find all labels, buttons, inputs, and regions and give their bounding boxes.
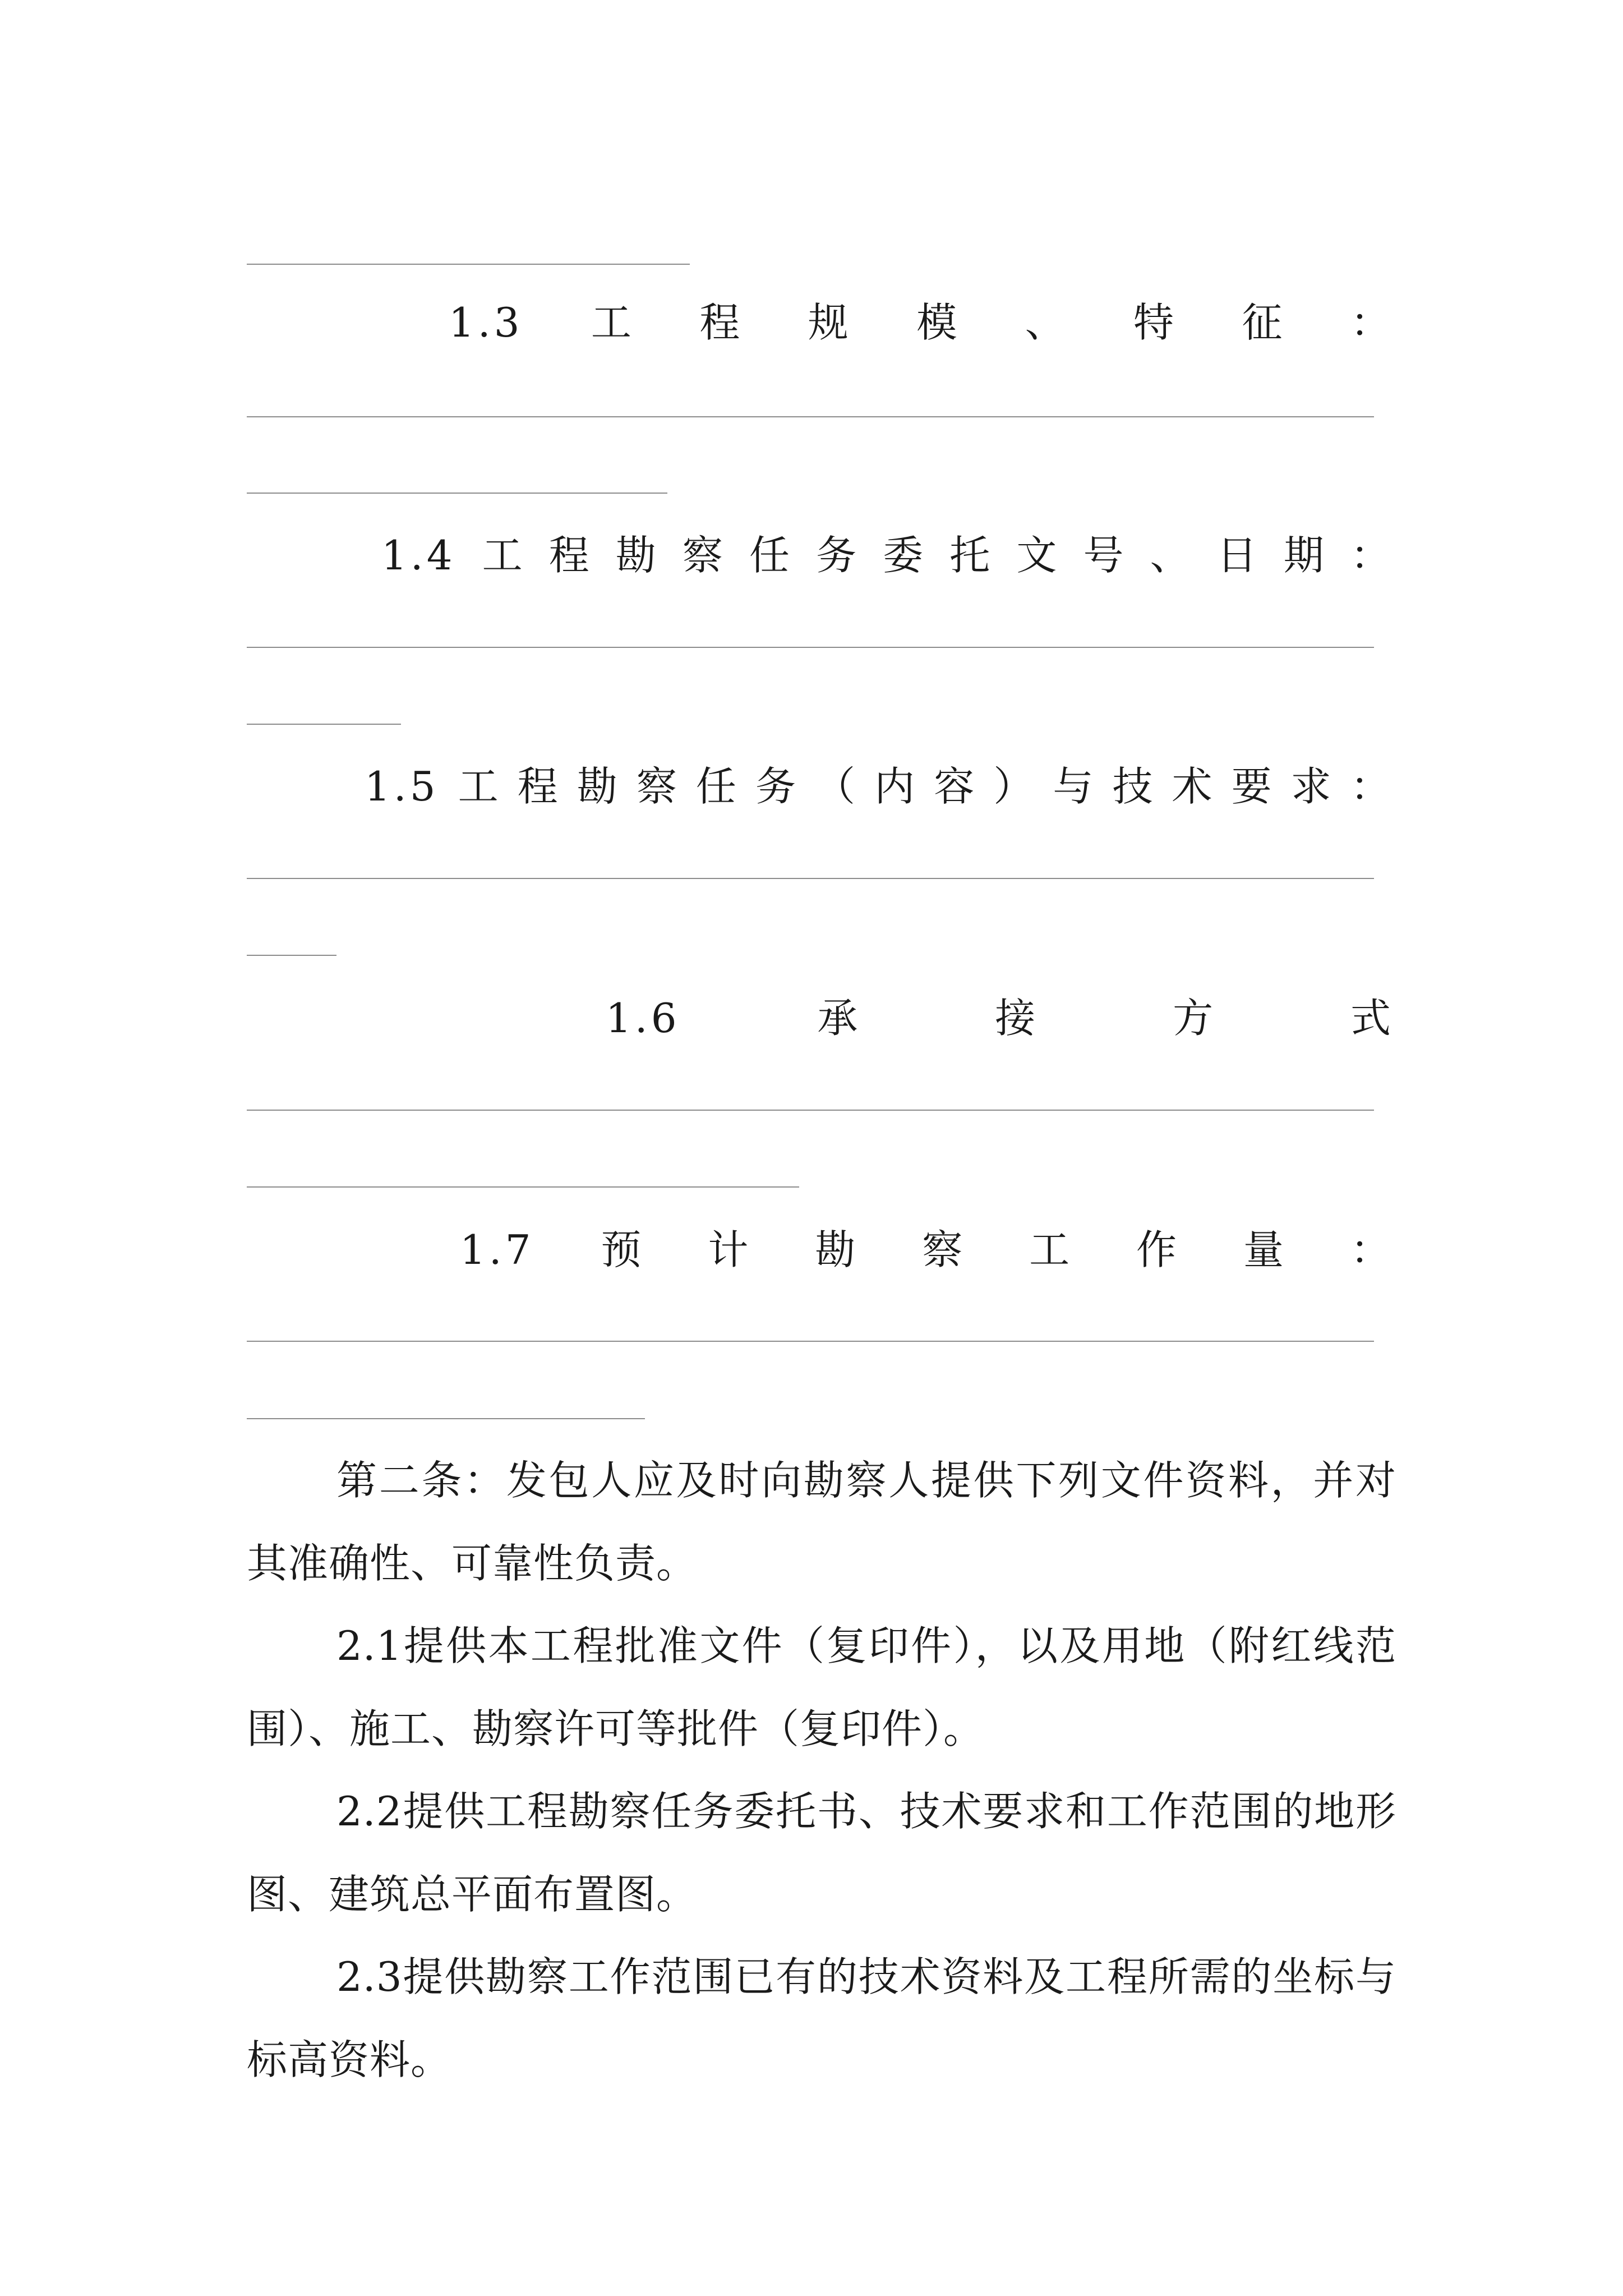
field-label-char: 程 bbox=[517, 763, 558, 810]
field-label-char: 要 bbox=[1231, 763, 1272, 810]
article-2-item-2-3: 2.3提供勘察工作范围已有的技术资料及工程所需的坐标与标高资料。 bbox=[247, 1953, 1396, 2083]
field-label-char: 勘 bbox=[615, 532, 656, 579]
field-colon: ： bbox=[1350, 763, 1391, 810]
field-label-char: 务 bbox=[816, 532, 857, 579]
blank-line bbox=[247, 1418, 645, 1419]
field-number: 1.5 bbox=[365, 763, 439, 810]
field-label-char: 征 bbox=[1242, 299, 1283, 346]
field-heading-1-6 bbox=[247, 990, 1391, 1046]
field-label-char: 务 bbox=[755, 763, 796, 810]
field-colon: ： bbox=[1350, 299, 1391, 346]
field-label-char: 、 bbox=[1150, 532, 1191, 579]
field-number: 1.4 bbox=[381, 532, 456, 579]
blank-line bbox=[247, 955, 336, 956]
field-label-char: 内 bbox=[874, 763, 915, 810]
blank-line bbox=[247, 1186, 799, 1188]
article-2-item-2-2: 2.2提供工程勘察任务委托书、技术要求和工作范围的地形图、建筑总平面布置图。 bbox=[247, 1788, 1396, 1918]
field-label-char: 勘 bbox=[815, 1226, 856, 1273]
field-number: 1.3 bbox=[449, 299, 523, 346]
field-heading-1-3 bbox=[247, 295, 1391, 351]
field-label-char: 工 bbox=[458, 763, 499, 810]
field-heading-1-5 bbox=[247, 758, 1391, 815]
field-label-char: 勘 bbox=[577, 763, 617, 810]
blank-line bbox=[247, 416, 1374, 417]
field-label-char: 、 bbox=[1025, 299, 1066, 346]
field-label-char: 察 bbox=[682, 532, 723, 579]
blank-line bbox=[247, 264, 690, 265]
field-label-char: 术 bbox=[1172, 763, 1212, 810]
field-label-char: 计 bbox=[708, 1226, 749, 1273]
blank-line bbox=[247, 724, 401, 725]
field-label-char: 式 bbox=[1350, 995, 1391, 1042]
field-label-char: 日 bbox=[1216, 532, 1257, 579]
field-label-char: 量 bbox=[1243, 1226, 1284, 1273]
field-label-char: 工 bbox=[591, 299, 631, 346]
blank-line bbox=[247, 878, 1374, 879]
article-2-item-2-1: 2.1提供本工程批准文件（复印件），以及用地（附红线范围）、施工、勘察许可等批件（复印件）。 bbox=[247, 1622, 1396, 1752]
field-label-char: 接 bbox=[995, 995, 1036, 1042]
field-colon: ： bbox=[1350, 1226, 1391, 1273]
blank-line bbox=[247, 493, 667, 494]
field-label-char: 工 bbox=[1029, 1226, 1070, 1273]
blank-line bbox=[247, 1110, 1374, 1111]
field-number: 1.6 bbox=[606, 995, 680, 1042]
field-label-char: 察 bbox=[922, 1226, 963, 1273]
field-label-char: 与 bbox=[1053, 763, 1094, 810]
field-label-char: 作 bbox=[1136, 1226, 1177, 1273]
article-2-intro: 第二条：发包人应及时向勘察人提供下列文件资料，并对其准确性、可靠性负责。 bbox=[247, 1457, 1396, 1587]
field-number: 1.7 bbox=[460, 1226, 534, 1273]
field-label-char: 任 bbox=[749, 532, 790, 579]
field-heading-1-7 bbox=[247, 1222, 1391, 1278]
field-label-char: 模 bbox=[916, 299, 957, 346]
field-colon: ： bbox=[1350, 532, 1391, 579]
blank-line bbox=[247, 647, 1374, 648]
field-label-char: ） bbox=[993, 763, 1034, 810]
field-label-char: 委 bbox=[883, 532, 924, 579]
field-label-char: 承 bbox=[817, 995, 858, 1042]
field-heading-1-4 bbox=[247, 527, 1391, 583]
field-label-char: 特 bbox=[1133, 299, 1174, 346]
field-label-char: 程 bbox=[548, 532, 589, 579]
field-label-char: 规 bbox=[808, 299, 849, 346]
blank-line bbox=[247, 1341, 1374, 1342]
field-label-char: 托 bbox=[949, 532, 990, 579]
field-label-char: 文 bbox=[1016, 532, 1057, 579]
field-label-char: 察 bbox=[636, 763, 677, 810]
field-label-char: 程 bbox=[699, 299, 740, 346]
field-label-char: 求 bbox=[1290, 763, 1331, 810]
field-label-char: 容 bbox=[934, 763, 975, 810]
field-label-char: 技 bbox=[1112, 763, 1153, 810]
field-label-char: 任 bbox=[695, 763, 736, 810]
field-label-char: 预 bbox=[601, 1226, 642, 1273]
field-label-char: 号 bbox=[1083, 532, 1124, 579]
field-label-char: 工 bbox=[482, 532, 523, 579]
field-label-char: 方 bbox=[1173, 995, 1214, 1042]
field-label-char: （ bbox=[815, 763, 856, 810]
field-label-char: 期 bbox=[1283, 532, 1324, 579]
